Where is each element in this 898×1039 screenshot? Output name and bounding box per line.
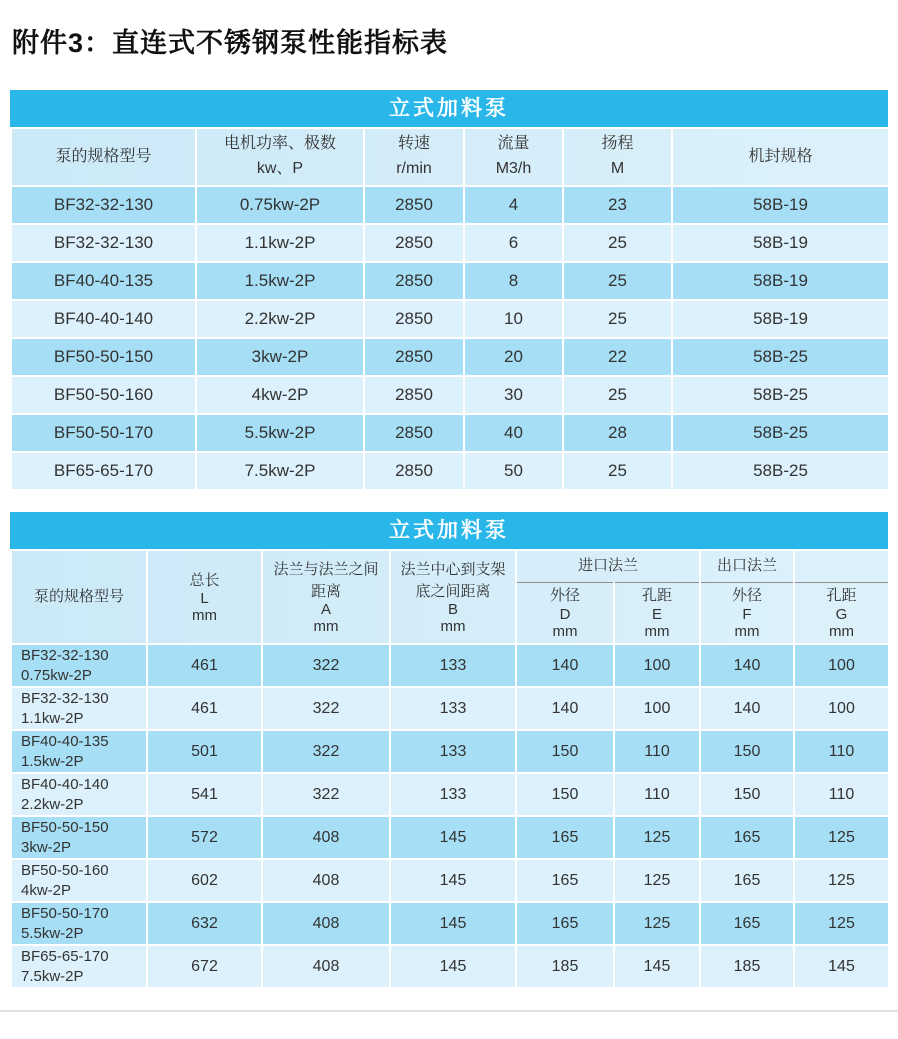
cell-outlet-outer-f: 165: [700, 859, 794, 902]
cell-outlet-outer-f: 140: [700, 687, 794, 730]
cell-center-bracket-b: 133: [390, 730, 516, 773]
cell-total-length-l: 461: [147, 644, 262, 687]
col-header-inlet-outer-diameter-d: 外径 D mm: [516, 582, 614, 644]
cell-outlet-hole-g: 100: [794, 687, 889, 730]
cell-total-length-l: 541: [147, 773, 262, 816]
cell-inlet-outer-d: 165: [516, 902, 614, 945]
cell-head: 28: [563, 414, 672, 452]
cell-total-length-l: 672: [147, 945, 262, 988]
cell-seal: 58B-19: [672, 186, 889, 224]
cell-model: BF32-32-130 0.75kw-2P: [11, 644, 147, 687]
performance-header-row: [11, 128, 889, 186]
cell-flow: 10: [464, 300, 563, 338]
col-header-model: 泵的规格型号: [11, 550, 147, 644]
cell-outlet-outer-f: 140: [700, 644, 794, 687]
cell-seal: 58B-19: [672, 262, 889, 300]
col-header-head: 扬程 M: [563, 128, 672, 186]
col-header-outlet-hole-distance-g: 孔距 G mm: [794, 582, 889, 644]
cell-model: BF40-40-140 2.2kw-2P: [11, 773, 147, 816]
dimensions-header-group-row: [11, 550, 889, 582]
dimensions-table-section: [10, 512, 888, 989]
cell-outlet-outer-f: 150: [700, 773, 794, 816]
cell-flange-distance-a: 408: [262, 816, 390, 859]
table-row: [11, 902, 889, 945]
cell-outlet-outer-f: 165: [700, 816, 794, 859]
col-group-outlet-flange-spacer: [794, 550, 889, 582]
col-header-total-length: 总长 L mm: [147, 550, 262, 644]
cell-model: BF40-40-140: [11, 300, 196, 338]
cell-inlet-hole-e: 125: [614, 859, 700, 902]
cell-head: 25: [563, 300, 672, 338]
cell-head: 23: [563, 186, 672, 224]
cell-flow: 20: [464, 338, 563, 376]
cell-flange-distance-a: 408: [262, 945, 390, 988]
cell-head: 22: [563, 338, 672, 376]
cell-motor-power: 7.5kw-2P: [196, 452, 364, 490]
cell-inlet-outer-d: 185: [516, 945, 614, 988]
cell-inlet-hole-e: 100: [614, 644, 700, 687]
performance-table: [10, 127, 890, 491]
cell-speed: 2850: [364, 452, 464, 490]
cell-motor-power: 2.2kw-2P: [196, 300, 364, 338]
table-row: [11, 186, 889, 224]
cell-speed: 2850: [364, 376, 464, 414]
cell-motor-power: 1.1kw-2P: [196, 224, 364, 262]
cell-outlet-outer-f: 165: [700, 902, 794, 945]
cell-model: BF50-50-160: [11, 376, 196, 414]
cell-outlet-hole-g: 145: [794, 945, 889, 988]
cell-speed: 2850: [364, 262, 464, 300]
cell-model: BF50-50-170 5.5kw-2P: [11, 902, 147, 945]
cell-inlet-outer-d: 165: [516, 859, 614, 902]
cell-total-length-l: 461: [147, 687, 262, 730]
cell-seal: 58B-25: [672, 414, 889, 452]
page-title: 附件3：直连式不锈钢泵性能指标表: [12, 28, 449, 58]
cell-outlet-hole-g: 110: [794, 773, 889, 816]
cell-center-bracket-b: 145: [390, 859, 516, 902]
col-header-center-to-bracket-b: 法兰中心到支架 底之间距离 B mm: [390, 550, 516, 644]
cell-head: 25: [563, 224, 672, 262]
col-header-model: [11, 128, 196, 186]
cell-inlet-hole-e: 125: [614, 902, 700, 945]
dimensions-table: [10, 549, 890, 989]
cell-center-bracket-b: 133: [390, 644, 516, 687]
cell-flow: 40: [464, 414, 563, 452]
table-row: [11, 338, 889, 376]
table-row: [11, 300, 889, 338]
cell-model: BF50-50-160 4kw-2P: [11, 859, 147, 902]
table-row: [11, 224, 889, 262]
cell-model: BF32-32-130: [11, 224, 196, 262]
cell-outlet-outer-f: 150: [700, 730, 794, 773]
col-header-model-label: 泵的规格型号: [55, 147, 152, 165]
cell-model: BF65-65-170: [11, 452, 196, 490]
cell-inlet-outer-d: 150: [516, 773, 614, 816]
cell-motor-power: 4kw-2P: [196, 376, 364, 414]
cell-head: 25: [563, 452, 672, 490]
cell-total-length-l: 632: [147, 902, 262, 945]
col-header-seal: [672, 128, 889, 186]
performance-table-banner: 立式加料泵: [10, 90, 888, 127]
cell-flow: 50: [464, 452, 563, 490]
cell-center-bracket-b: 145: [390, 902, 516, 945]
cell-head: 25: [563, 376, 672, 414]
table-row: [11, 773, 889, 816]
cell-flow: 30: [464, 376, 563, 414]
cell-seal: 58B-25: [672, 338, 889, 376]
table-row: [11, 262, 889, 300]
cell-motor-power: 3kw-2P: [196, 338, 364, 376]
cell-center-bracket-b: 133: [390, 773, 516, 816]
cell-speed: 2850: [364, 414, 464, 452]
cell-motor-power: 1.5kw-2P: [196, 262, 364, 300]
dimensions-table-body: [11, 644, 889, 988]
col-group-outlet-flange: 出口法兰: [700, 550, 794, 582]
performance-table-body: [11, 186, 889, 490]
cell-flange-distance-a: 322: [262, 773, 390, 816]
cell-center-bracket-b: 145: [390, 945, 516, 988]
cell-outlet-hole-g: 125: [794, 816, 889, 859]
cell-seal: 58B-25: [672, 452, 889, 490]
col-header-seal-label: 机封规格: [748, 147, 813, 165]
col-group-inlet-flange: 进口法兰: [516, 550, 700, 582]
col-header-outlet-outer-diameter-f: 外径 F mm: [700, 582, 794, 644]
cell-model: BF40-40-135 1.5kw-2P: [11, 730, 147, 773]
table-row: [11, 414, 889, 452]
cell-flange-distance-a: 322: [262, 687, 390, 730]
cell-motor-power: 5.5kw-2P: [196, 414, 364, 452]
cell-seal: 58B-19: [672, 224, 889, 262]
cell-seal: 58B-19: [672, 300, 889, 338]
cell-inlet-hole-e: 110: [614, 773, 700, 816]
cell-flow: 6: [464, 224, 563, 262]
cell-outlet-hole-g: 125: [794, 859, 889, 902]
table-row: [11, 730, 889, 773]
cell-inlet-outer-d: 150: [516, 730, 614, 773]
performance-table-section: [10, 90, 888, 491]
col-header-flange-distance-a: 法兰与法兰之间 距离 A mm: [262, 550, 390, 644]
cell-flange-distance-a: 408: [262, 859, 390, 902]
cell-total-length-l: 501: [147, 730, 262, 773]
cell-inlet-hole-e: 100: [614, 687, 700, 730]
table-row: [11, 945, 889, 988]
col-header-inlet-hole-distance-e: 孔距 E mm: [614, 582, 700, 644]
dimensions-table-banner: 立式加料泵: [10, 512, 888, 549]
bottom-divider: [0, 1010, 898, 1012]
cell-flange-distance-a: 322: [262, 644, 390, 687]
cell-speed: 2850: [364, 224, 464, 262]
cell-flange-distance-a: 408: [262, 902, 390, 945]
cell-center-bracket-b: 145: [390, 816, 516, 859]
cell-center-bracket-b: 133: [390, 687, 516, 730]
cell-model: BF50-50-150 3kw-2P: [11, 816, 147, 859]
cell-model: BF32-32-130 1.1kw-2P: [11, 687, 147, 730]
cell-inlet-outer-d: 140: [516, 687, 614, 730]
cell-outlet-hole-g: 125: [794, 902, 889, 945]
cell-total-length-l: 602: [147, 859, 262, 902]
cell-seal: 58B-25: [672, 376, 889, 414]
table-row: [11, 452, 889, 490]
cell-inlet-hole-e: 110: [614, 730, 700, 773]
col-header-motor-power: 电机功率、极数 kw、P: [196, 128, 364, 186]
cell-outlet-outer-f: 185: [700, 945, 794, 988]
cell-inlet-hole-e: 145: [614, 945, 700, 988]
cell-inlet-outer-d: 140: [516, 644, 614, 687]
table-row: [11, 687, 889, 730]
cell-inlet-hole-e: 125: [614, 816, 700, 859]
cell-head: 25: [563, 262, 672, 300]
cell-outlet-hole-g: 100: [794, 644, 889, 687]
cell-model: BF32-32-130: [11, 186, 196, 224]
table-row: [11, 644, 889, 687]
cell-speed: 2850: [364, 338, 464, 376]
cell-total-length-l: 572: [147, 816, 262, 859]
cell-model: BF50-50-150: [11, 338, 196, 376]
cell-model: BF40-40-135: [11, 262, 196, 300]
cell-flow: 4: [464, 186, 563, 224]
cell-speed: 2850: [364, 300, 464, 338]
cell-flow: 8: [464, 262, 563, 300]
col-header-flow: 流量 M3/h: [464, 128, 563, 186]
cell-flange-distance-a: 322: [262, 730, 390, 773]
col-header-speed: 转速 r/min: [364, 128, 464, 186]
cell-model: BF50-50-170: [11, 414, 196, 452]
table-row: [11, 376, 889, 414]
cell-model: BF65-65-170 7.5kw-2P: [11, 945, 147, 988]
cell-inlet-outer-d: 165: [516, 816, 614, 859]
table-row: [11, 859, 889, 902]
cell-motor-power: 0.75kw-2P: [196, 186, 364, 224]
cell-speed: 2850: [364, 186, 464, 224]
cell-outlet-hole-g: 110: [794, 730, 889, 773]
table-row: [11, 816, 889, 859]
